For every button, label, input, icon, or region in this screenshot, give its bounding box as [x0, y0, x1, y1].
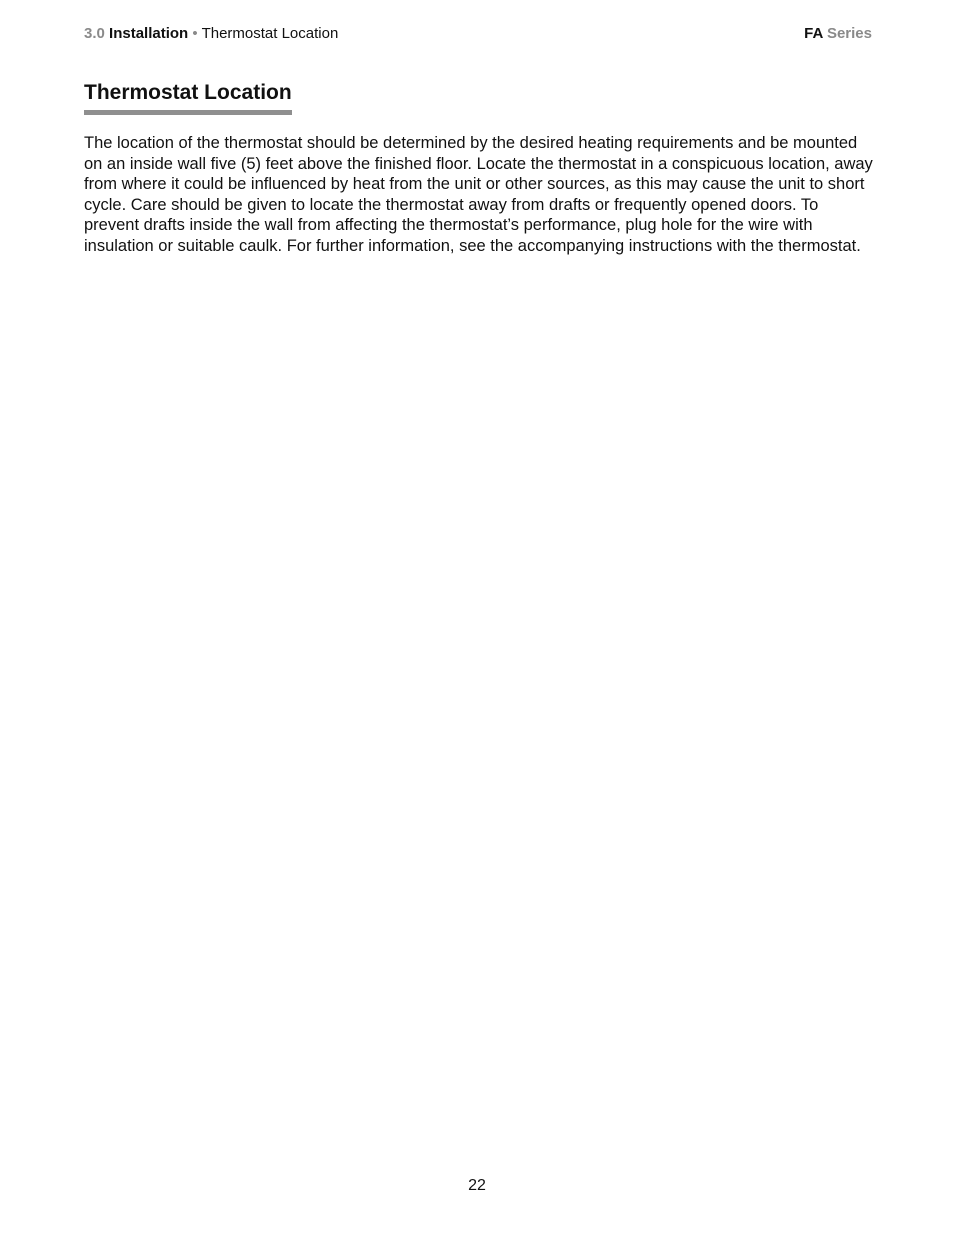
header-separator: • — [192, 25, 198, 42]
brand-model: FA — [804, 25, 823, 42]
running-header — [84, 24, 338, 44]
section-title: Thermostat Location — [84, 80, 292, 115]
header-section-number: 3.0 — [84, 25, 105, 42]
body-paragraph: The location of the thermostat should be determined by the desired heating requirements and be mounted on an inside wall five (5) feet above the finished floor. Locate the thermostat in a conspicuous location, away from where it could be influenced by heat from the unit or other sources, as this may cause the unit to short cycle. Care should be given to locate the thermostat away from drafts or frequently opened doors. To prevent drafts inside the wall from affecting the thermostat’s performance, plug hole for the wire with insulation or suitable caulk. For further information, see the accompanying instructions with the thermostat. — [84, 134, 873, 255]
header-section-name: Installation — [109, 25, 189, 42]
header-topic: Thermostat Location — [201, 25, 339, 42]
page-number: 22 — [468, 1177, 486, 1194]
brand-label — [804, 24, 872, 44]
brand-series: Series — [826, 25, 872, 42]
